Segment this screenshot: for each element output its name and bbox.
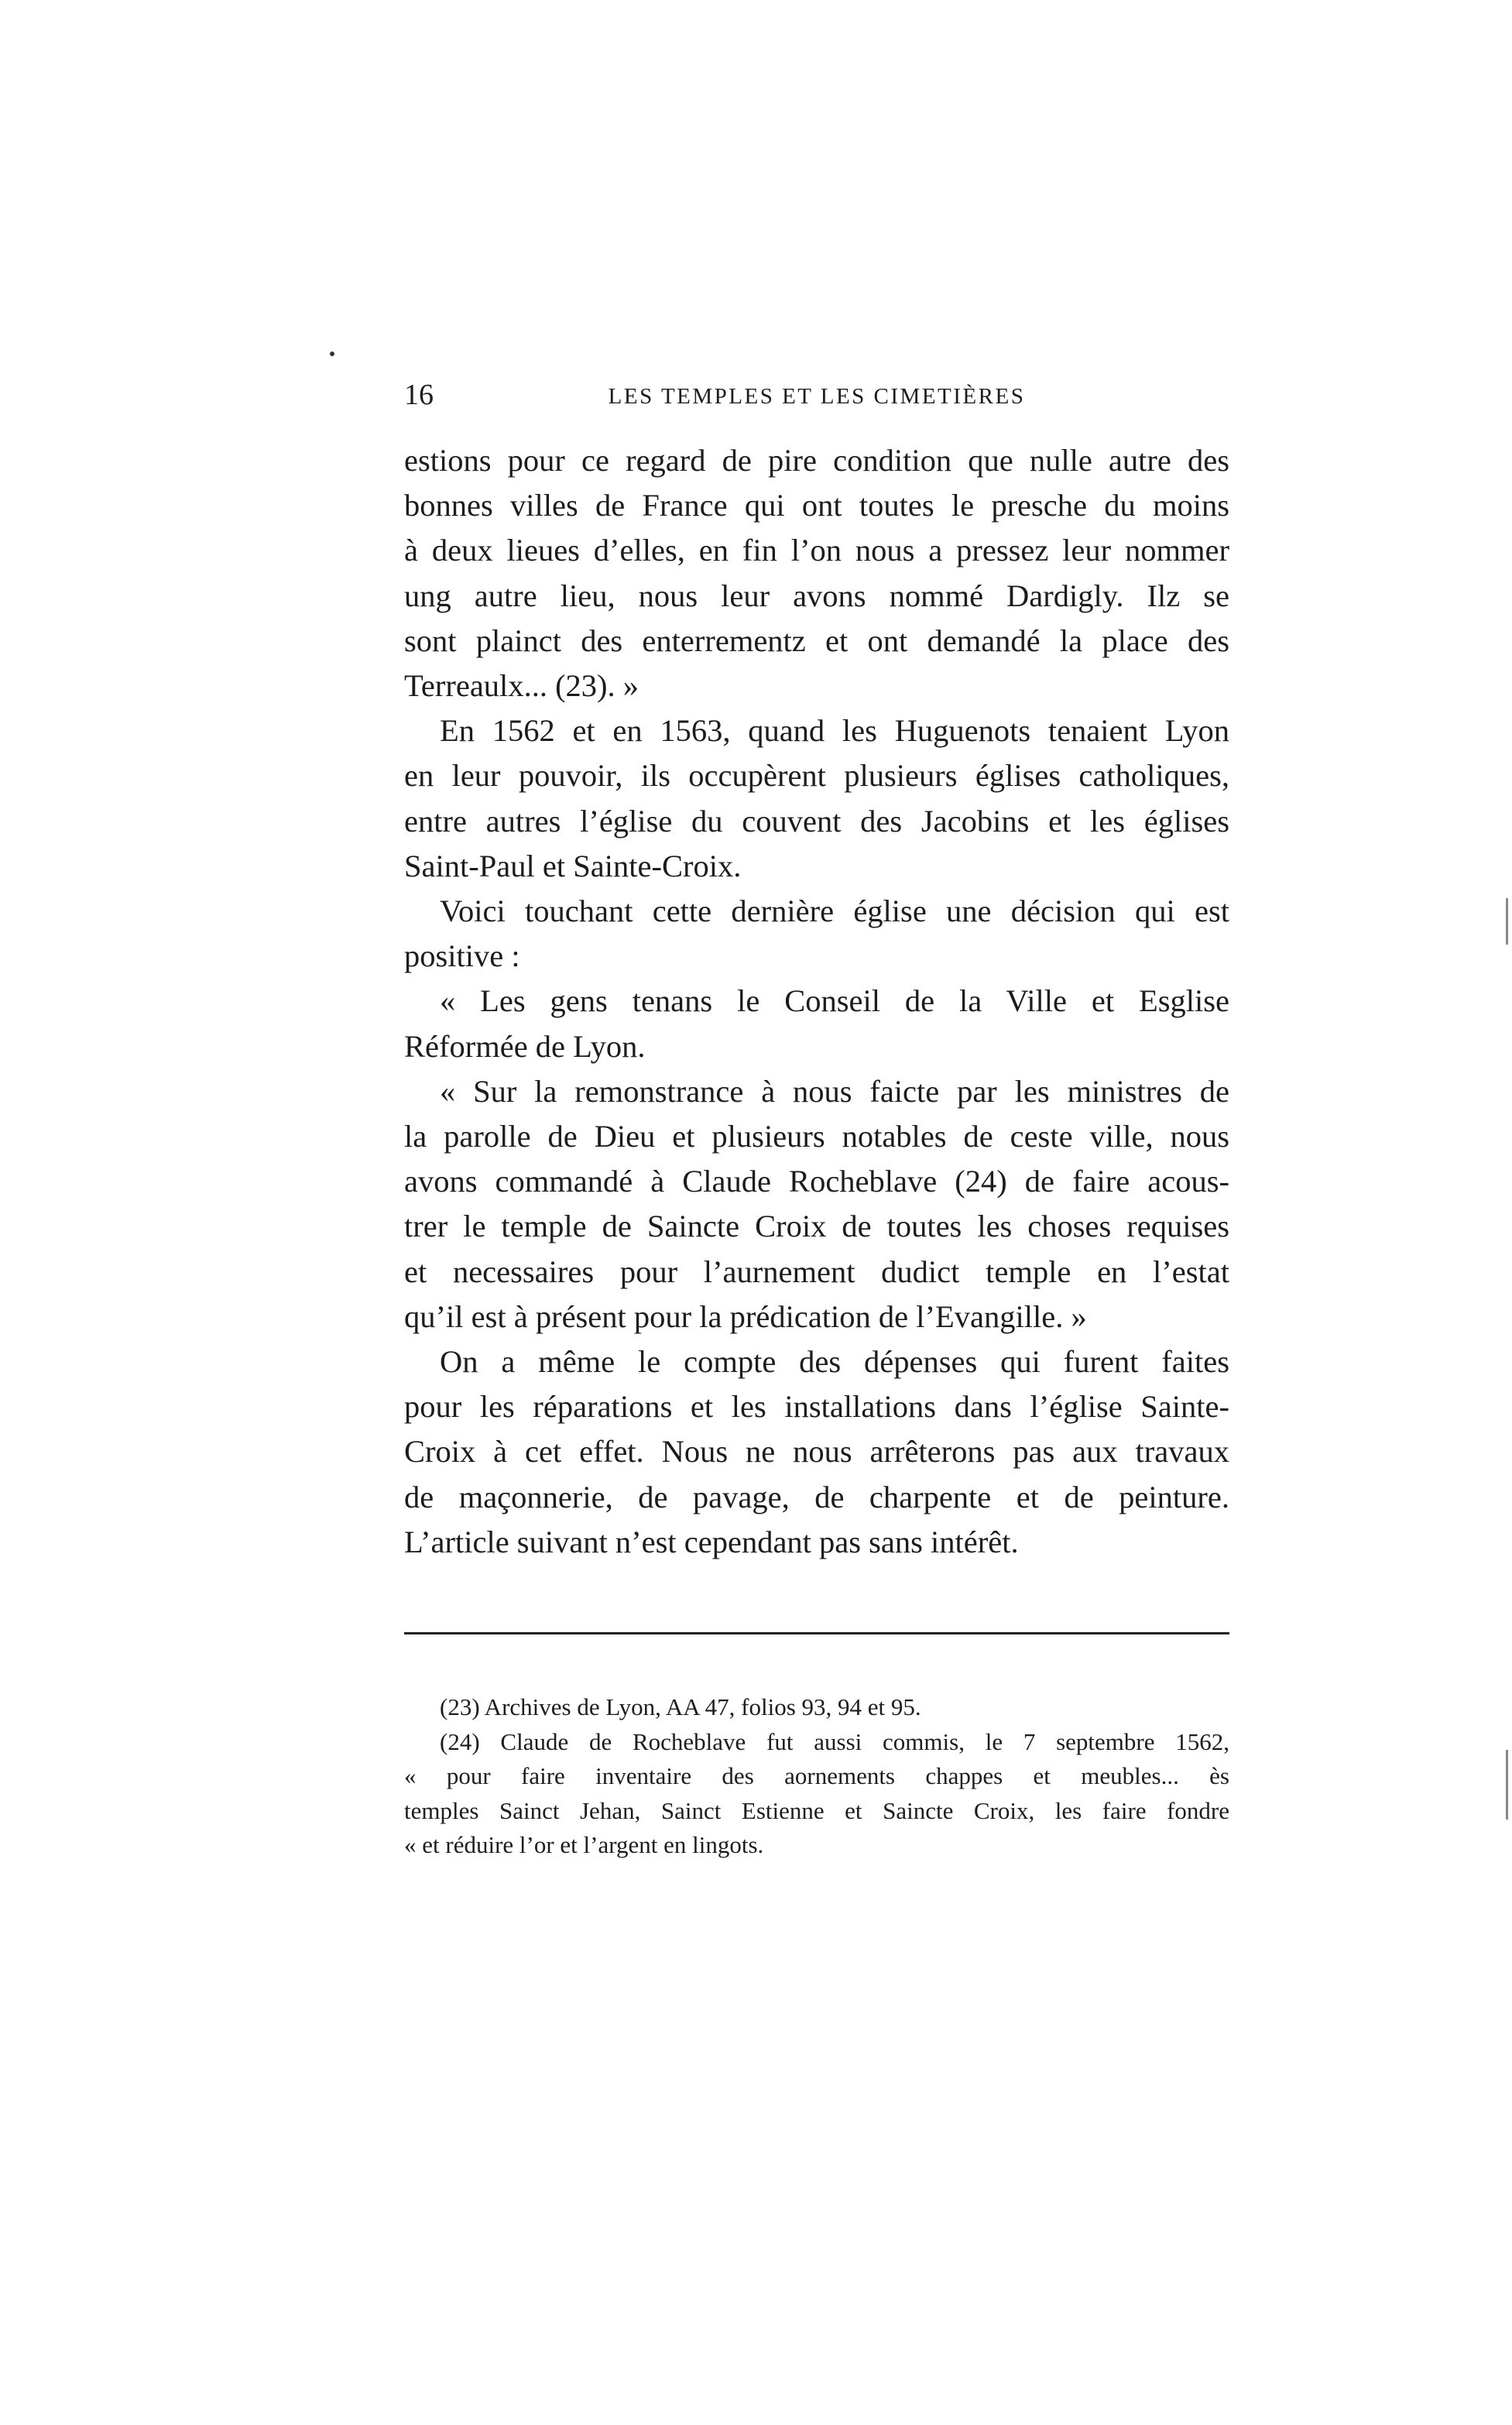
text-line: bonnes villes de France qui ont toutes le presche du moins <box>404 488 1229 523</box>
text-line: à deux lieues d’elles, en fin l’on nous a pressez leur nommer <box>404 533 1229 568</box>
text-line: qu’il est à présent pour la prédication de l’Evangille. » <box>404 1298 1087 1334</box>
page-edge-mark <box>1506 898 1508 945</box>
text-line: en leur pouvoir, ils occupèrent plusieurs églises catholiques, <box>404 758 1229 794</box>
footnotes <box>404 1690 1229 1863</box>
text-line: En 1562 et en 1563, quand les Huguenots tenaient Lyon <box>440 713 1229 749</box>
footnote-line: (23) Archives de Lyon, AA 47, folios 93, 94 et 95. <box>440 1693 921 1720</box>
text-line: et necessaires pour l’aurnement dudict temple en l’estat <box>404 1254 1229 1289</box>
text-line: trer le temple de Saincte Croix de toutes les choses requises <box>404 1209 1229 1244</box>
footnote-line: (24) Claude de Rocheblave fut aussi commis, le 7 septembre 1562, <box>440 1727 1229 1755</box>
running-title: LES TEMPLES ET LES CIMETIÈRES <box>608 384 1026 409</box>
footnote-line: « et réduire l’or et l’argent en lingots. <box>404 1831 764 1858</box>
footnote-line: temples Sainct Jehan, Sainct Estienne et Saincte Croix, les faire fondre <box>404 1796 1229 1824</box>
text-line: la parolle de Dieu et plusieurs notables de ceste ville, nous <box>404 1119 1229 1154</box>
footnote-separator <box>404 1632 1229 1634</box>
text-line: avons commandé à Claude Rocheblave (24) de faire acous- <box>404 1164 1229 1199</box>
text-line: pour les réparations et les installations dans l’église Sainte- <box>404 1389 1229 1425</box>
text-line: « Les gens tenans le Conseil de la Ville et Esglise <box>440 983 1229 1019</box>
footnote-line: « pour faire inventaire des aornements chappes et meubles... ès <box>404 1762 1229 1789</box>
text-line: estions pour ce regard de pire condition que nulle autre des <box>404 443 1229 478</box>
page-edge-mark <box>1506 1750 1508 1820</box>
text-line: Terreaulx... (23). » <box>404 668 639 704</box>
ink-speck <box>330 352 334 356</box>
text-line: entre autres l’église du couvent des Jacobins et les églises <box>404 803 1229 839</box>
text-line: sont plainct des enterrementz et ont demandé la place des <box>404 623 1229 658</box>
text-line: Réformée de Lyon. <box>404 1028 646 1064</box>
text-line: On a même le compte des dépenses qui furent faites <box>440 1344 1229 1380</box>
text-line: « Sur la remonstrance à nous faicte par les ministres de <box>440 1073 1229 1109</box>
text-line: L’article suivant n’est cependant pas sans intérêt. <box>404 1524 1019 1559</box>
text-line: positive : <box>404 938 520 974</box>
text-line: Croix à cet effet. Nous ne nous arrêterons pas aux travaux <box>404 1434 1229 1470</box>
text-line: Voici touchant cette dernière église une décision qui est <box>440 894 1229 929</box>
text-line: Saint-Paul et Sainte-Croix. <box>404 848 742 883</box>
page-header <box>404 378 1229 417</box>
text-line: de maçonnerie, de pavage, de charpente et de peinture. <box>404 1479 1229 1514</box>
text-line: ung autre lieu, nous leur avons nommé Dardigly. Ilz se <box>404 578 1229 613</box>
body-text <box>404 438 1229 1565</box>
page-number: 16 <box>404 379 434 411</box>
